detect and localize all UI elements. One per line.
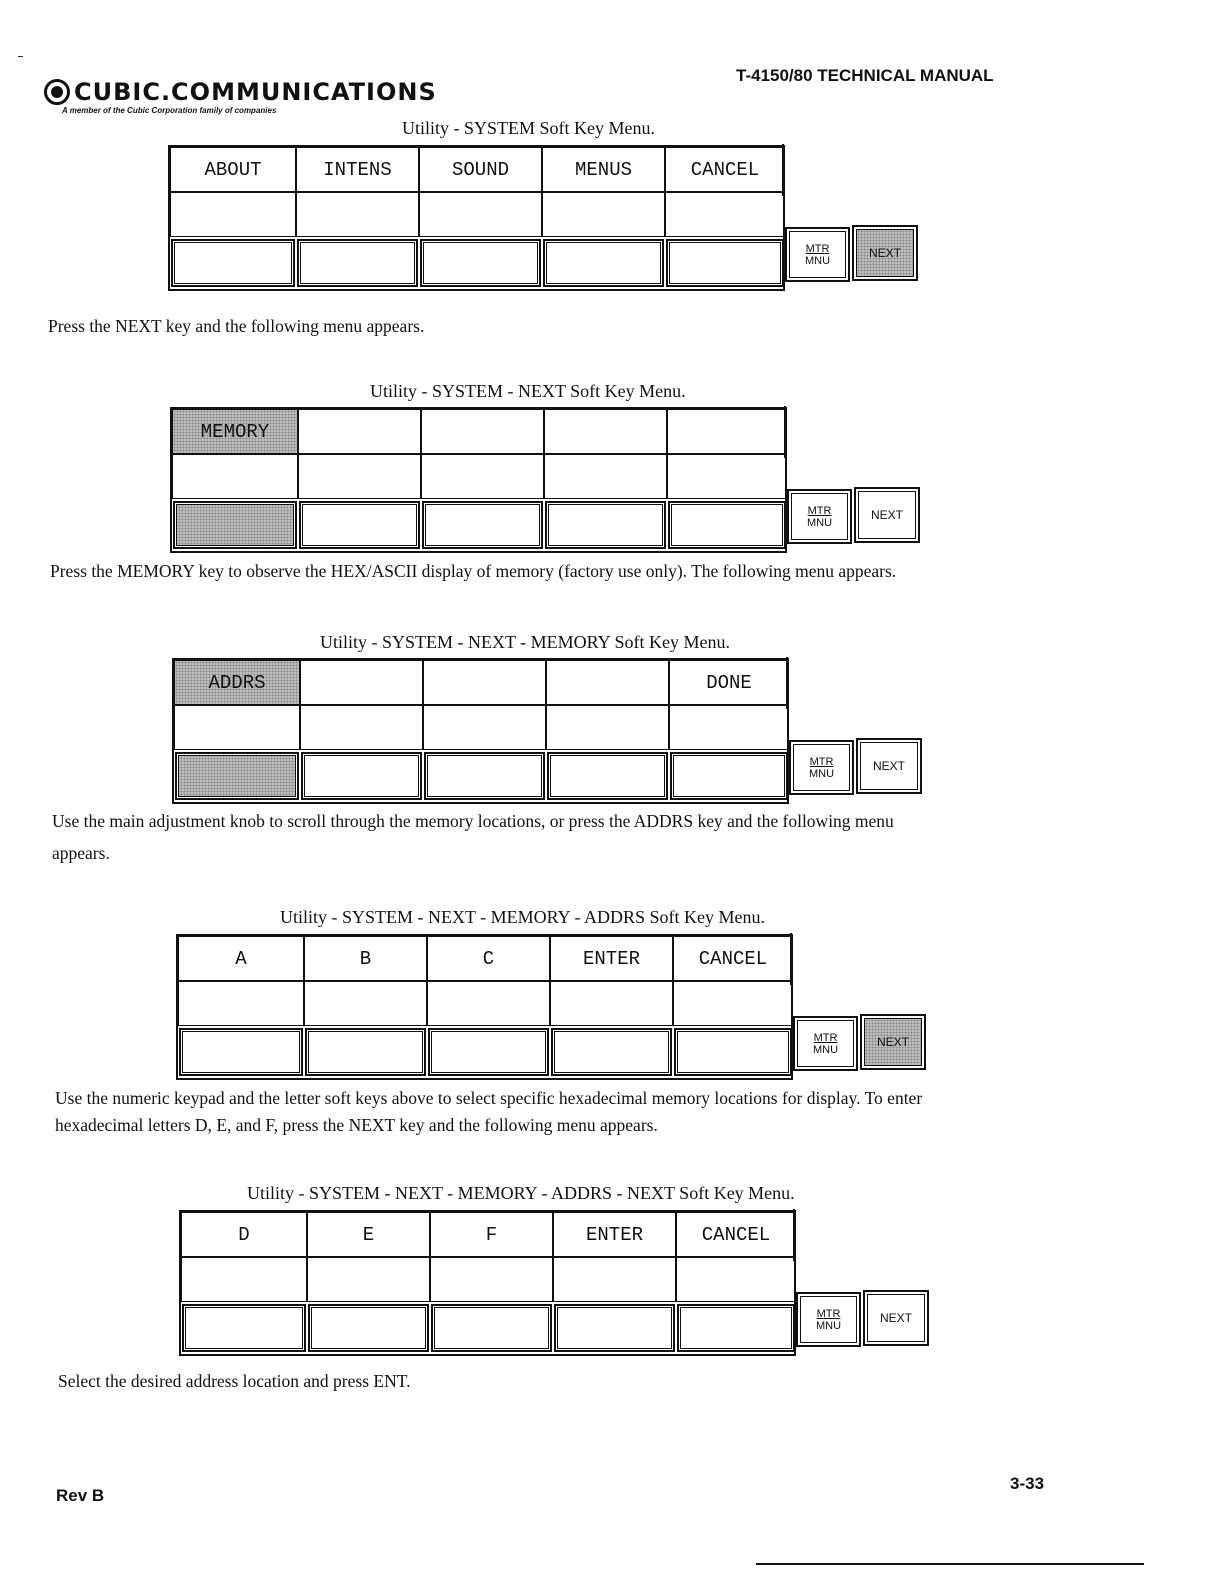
- blank-cell: [665, 192, 785, 237]
- blank-cell: [550, 981, 673, 1026]
- blank-cell: [178, 981, 304, 1026]
- blank-cell: [298, 454, 421, 499]
- soft-key-button[interactable]: [554, 1304, 675, 1352]
- blank-cell: [421, 454, 544, 499]
- soft-key-button[interactable]: [551, 1028, 672, 1076]
- blank-cell: [174, 705, 300, 750]
- soft-key-label: DONE: [669, 660, 789, 705]
- company-name: CUBIC.COMMUNICATIONS: [74, 78, 437, 106]
- meter-menu-key[interactable]: [793, 1016, 858, 1071]
- meter-menu-key[interactable]: [796, 1292, 861, 1347]
- manual-title: T-4150/80 TECHNICAL MANUAL: [736, 66, 994, 85]
- soft-key-label: ENTER: [550, 936, 673, 981]
- blank-cell: [676, 1257, 796, 1302]
- soft-key-label: [421, 409, 544, 454]
- footer-rule: [756, 1563, 1144, 1565]
- soft-key-button[interactable]: [547, 752, 668, 800]
- soft-key-button[interactable]: [677, 1304, 795, 1352]
- soft-key-button[interactable]: [668, 501, 786, 549]
- soft-key-label: [546, 660, 669, 705]
- soft-key-button[interactable]: [297, 239, 418, 287]
- soft-key-label: SOUND: [419, 147, 542, 192]
- meter-menu-label-bottom: MNU: [804, 254, 831, 267]
- soft-key-label: ADDRS: [174, 660, 300, 705]
- soft-key-label: CANCEL: [676, 1212, 796, 1257]
- soft-key-label: C: [427, 936, 550, 981]
- menu-title: Utility - SYSTEM - NEXT - MEMORY - ADDRS Soft Key Menu.: [280, 907, 766, 927]
- soft-key-button[interactable]: [173, 501, 297, 549]
- soft-key-label: CANCEL: [673, 936, 793, 981]
- soft-key-button[interactable]: [308, 1304, 429, 1352]
- soft-key-button[interactable]: [420, 239, 541, 287]
- menu-title: Utility - SYSTEM Soft Key Menu.: [402, 118, 656, 138]
- blank-cell: [172, 454, 298, 499]
- meter-menu-label-top: MTR: [807, 504, 832, 517]
- blank-cell: [430, 1257, 553, 1302]
- paragraph-addrs-key-line2: appears.: [52, 843, 110, 863]
- paragraph-next-key: Press the NEXT key and the following menu appears.: [48, 316, 425, 336]
- menu-title: Utility - SYSTEM - NEXT - MEMORY Soft Key Menu.: [320, 632, 731, 652]
- soft-key-button[interactable]: [299, 501, 420, 549]
- blank-cell: [542, 192, 665, 237]
- soft-key-button[interactable]: [301, 752, 422, 800]
- paragraph-select-address: Select the desired address location and press ENT.: [58, 1371, 411, 1391]
- meter-menu-key[interactable]: [785, 227, 850, 282]
- soft-key-label: B: [304, 936, 427, 981]
- soft-key-label: ABOUT: [170, 147, 296, 192]
- next-key[interactable]: NEXT: [863, 1290, 929, 1346]
- soft-key-label: INTENS: [296, 147, 419, 192]
- meter-menu-key[interactable]: [787, 489, 852, 544]
- soft-key-button[interactable]: [171, 239, 295, 287]
- soft-key-button[interactable]: [182, 1304, 306, 1352]
- blank-cell: [667, 454, 787, 499]
- blank-cell: [427, 981, 550, 1026]
- meter-menu-label-bottom: MNU: [812, 1043, 839, 1056]
- menu-title: Utility - SYSTEM - NEXT Soft Key Menu.: [370, 381, 686, 401]
- soft-key-label: [544, 409, 667, 454]
- next-key[interactable]: NEXT: [860, 1014, 926, 1070]
- soft-key-label: MEMORY: [172, 409, 298, 454]
- meter-menu-label-bottom: MNU: [806, 516, 833, 529]
- soft-key-button[interactable]: [179, 1028, 303, 1076]
- blank-cell: [181, 1257, 307, 1302]
- blank-cell: [170, 192, 296, 237]
- blank-cell: [419, 192, 542, 237]
- blank-cell: [304, 981, 427, 1026]
- soft-key-button[interactable]: [545, 501, 666, 549]
- blank-cell: [423, 705, 546, 750]
- next-key[interactable]: NEXT: [854, 487, 920, 543]
- page-number: 3-33: [1010, 1474, 1045, 1493]
- soft-key-button[interactable]: [431, 1304, 552, 1352]
- soft-key-label: A: [178, 936, 304, 981]
- meter-menu-label-bottom: MNU: [815, 1319, 842, 1332]
- paragraph-hex-letters-line1: Use the numeric keypad and the letter soft keys above to select specific hexadecimal memory locations for display. To enter: [55, 1088, 923, 1108]
- meter-menu-label-top: MTR: [816, 1307, 841, 1320]
- cubic-logo-icon: [44, 79, 70, 105]
- soft-key-button[interactable]: [428, 1028, 549, 1076]
- meter-menu-key[interactable]: [789, 740, 854, 795]
- soft-key-button[interactable]: [424, 752, 545, 800]
- soft-key-button[interactable]: [305, 1028, 426, 1076]
- soft-key-button[interactable]: [175, 752, 299, 800]
- paragraph-hex-letters-line2: hexadecimal letters D, E, and F, press the NEXT key and the following menu appears.: [55, 1115, 658, 1135]
- soft-key-label: E: [307, 1212, 430, 1257]
- next-key[interactable]: NEXT: [856, 738, 922, 794]
- soft-key-button[interactable]: [670, 752, 788, 800]
- blank-cell: [553, 1257, 676, 1302]
- soft-key-label: D: [181, 1212, 307, 1257]
- company-logo: [44, 78, 437, 115]
- revision-label: Rev B: [56, 1486, 105, 1505]
- blank-cell: [669, 705, 789, 750]
- soft-key-label: ENTER: [553, 1212, 676, 1257]
- paragraph-memory-key: Press the MEMORY key to observe the HEX/ASCII display of memory (factory use only). The following menu appears.: [50, 561, 897, 581]
- soft-key-label: CANCEL: [665, 147, 785, 192]
- stray-mark: [18, 56, 23, 57]
- soft-key-button[interactable]: [674, 1028, 792, 1076]
- soft-key-button[interactable]: [543, 239, 664, 287]
- soft-key-button[interactable]: [666, 239, 784, 287]
- soft-key-label: [667, 409, 787, 454]
- soft-key-button[interactable]: [422, 501, 543, 549]
- company-tagline: A member of the Cubic Corporation family of companies: [62, 106, 277, 115]
- next-key[interactable]: NEXT: [852, 225, 918, 281]
- blank-cell: [544, 454, 667, 499]
- menu-title: Utility - SYSTEM - NEXT - MEMORY - ADDRS - NEXT Soft Key Menu.: [247, 1183, 795, 1203]
- soft-key-label: [298, 409, 421, 454]
- blank-cell: [296, 192, 419, 237]
- blank-cell: [300, 705, 423, 750]
- soft-key-label: MENUS: [542, 147, 665, 192]
- soft-key-label: [300, 660, 423, 705]
- meter-menu-label-bottom: MNU: [808, 767, 835, 780]
- soft-key-label: [423, 660, 546, 705]
- blank-cell: [673, 981, 793, 1026]
- soft-key-label: F: [430, 1212, 553, 1257]
- meter-menu-label-top: MTR: [809, 755, 834, 768]
- meter-menu-label-top: MTR: [805, 242, 830, 255]
- blank-cell: [307, 1257, 430, 1302]
- paragraph-addrs-key-line1: Use the main adjustment knob to scroll through the memory locations, or press the ADDRS key and the following menu: [52, 811, 894, 831]
- blank-cell: [546, 705, 669, 750]
- meter-menu-label-top: MTR: [813, 1031, 838, 1044]
